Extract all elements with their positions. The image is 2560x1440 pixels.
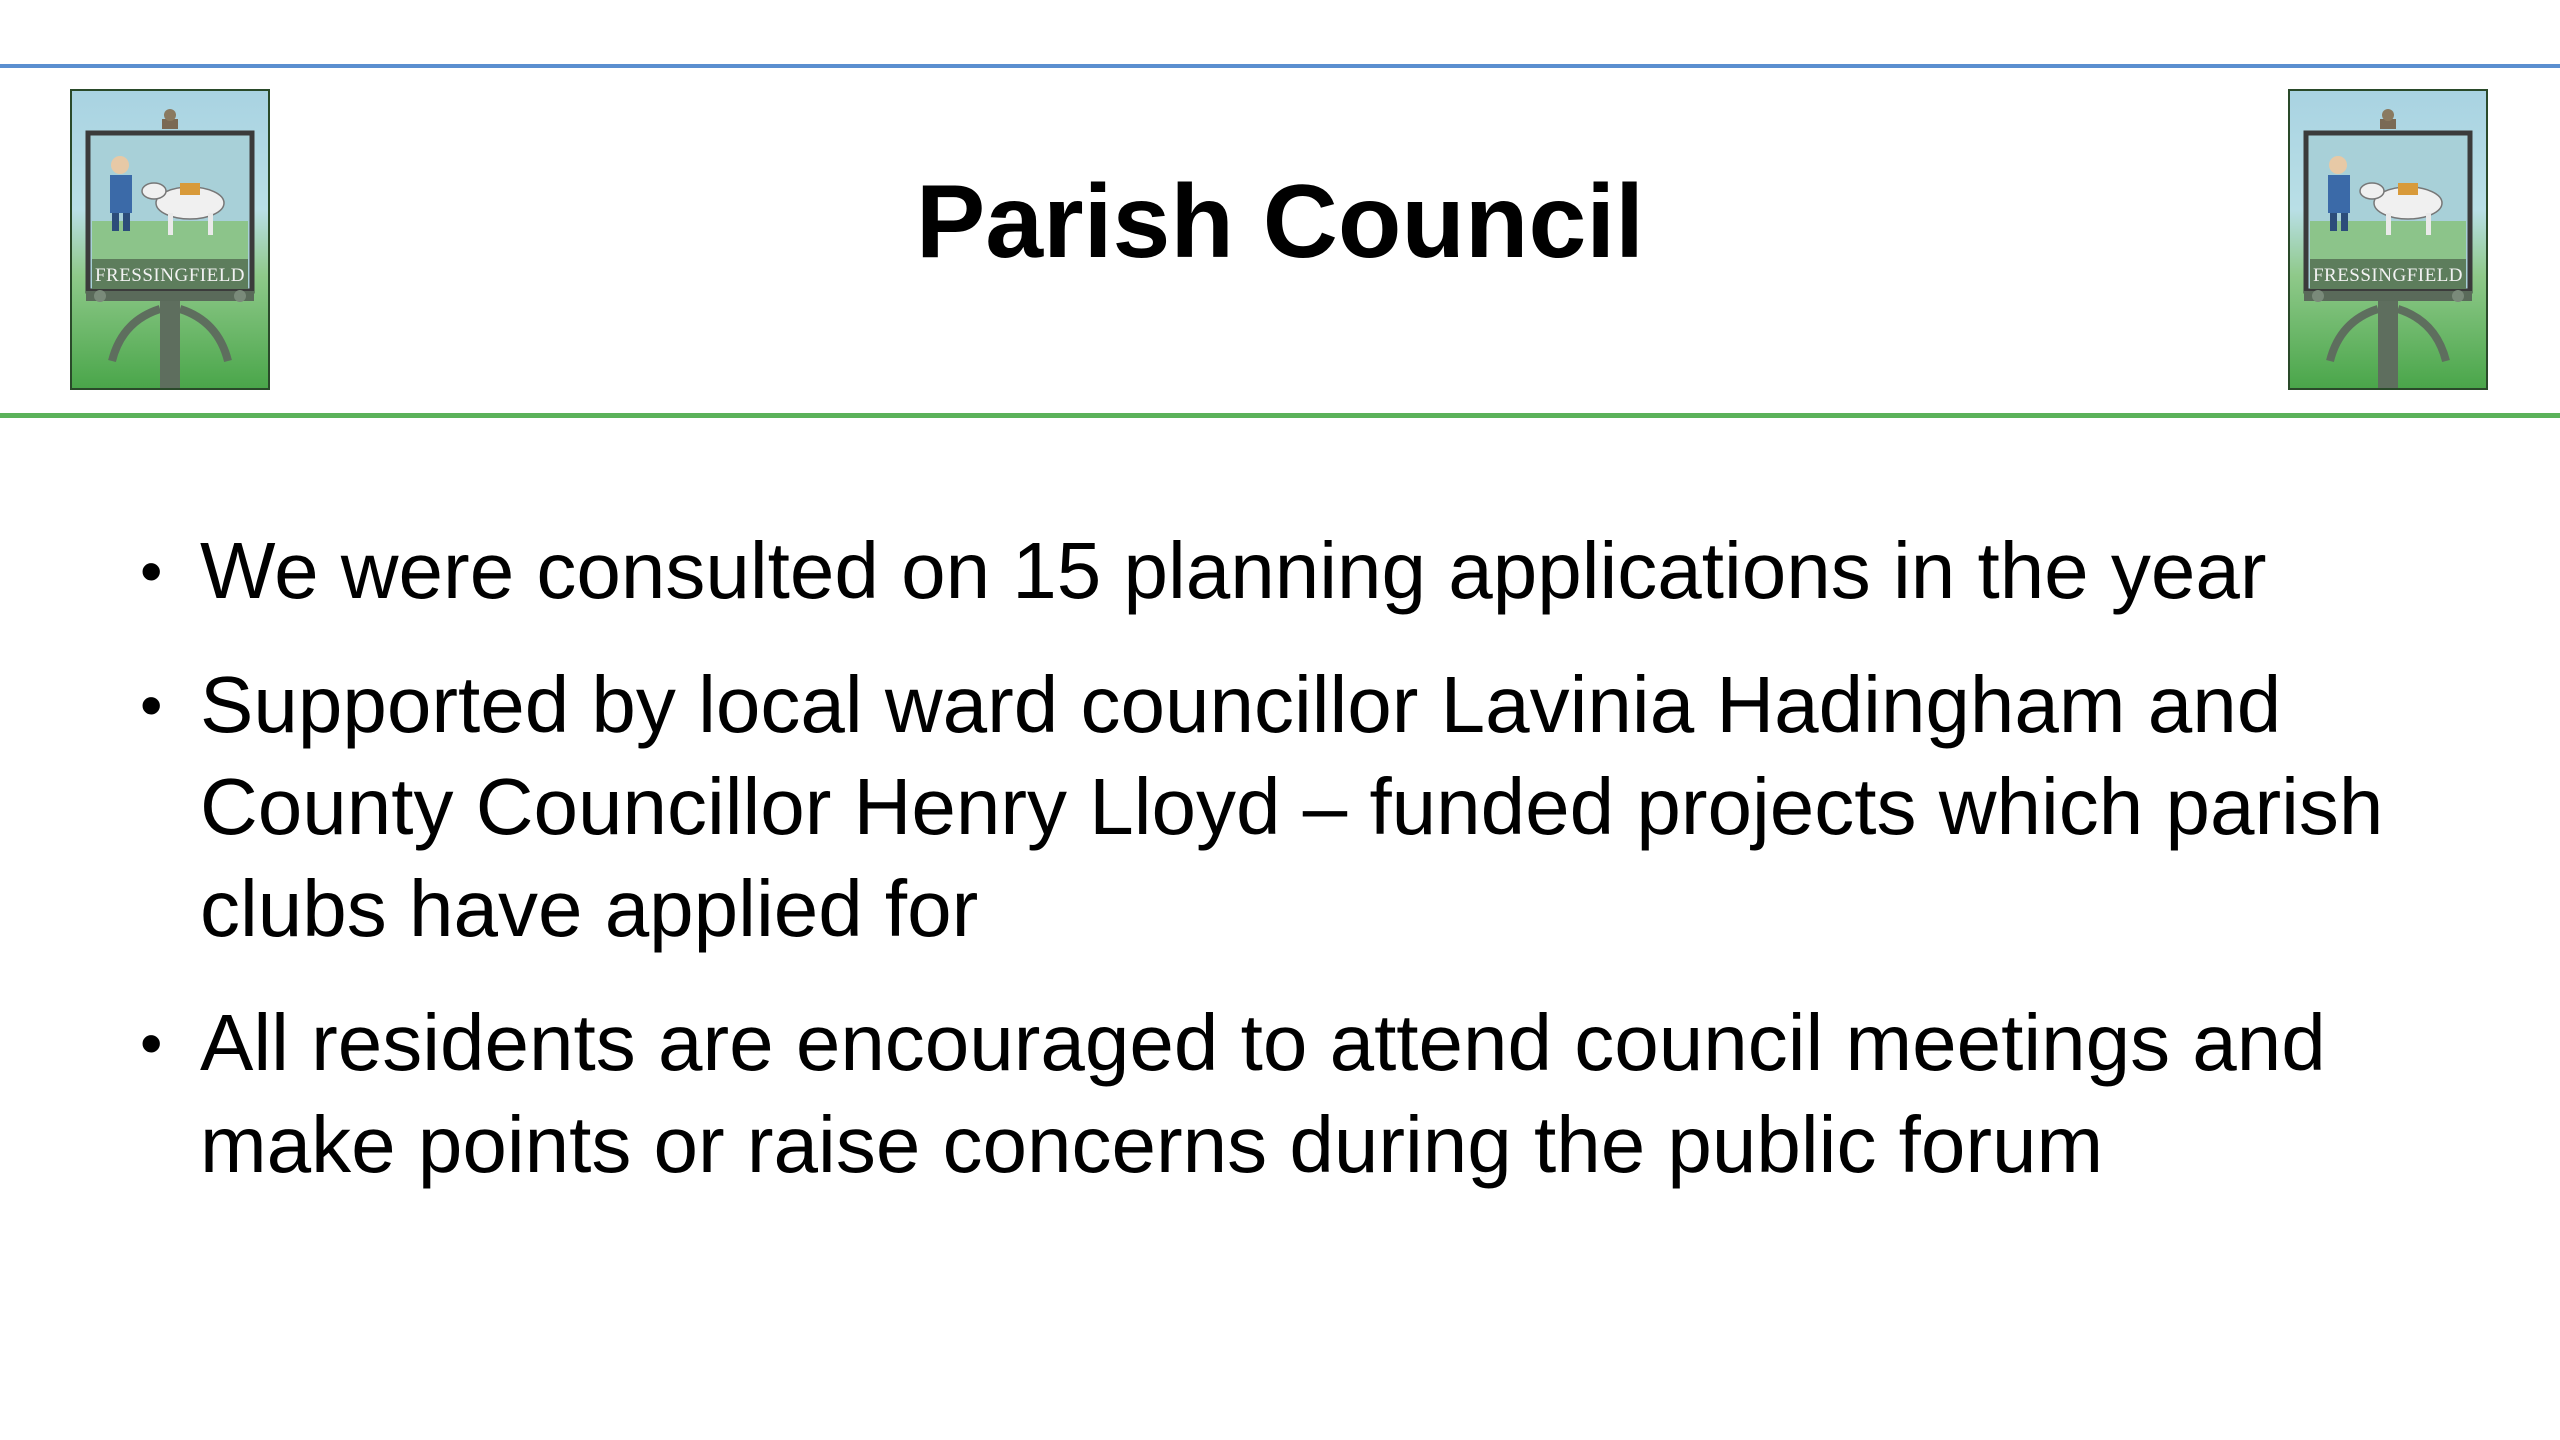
- bullet-icon: •: [140, 669, 163, 741]
- header-divider: [0, 413, 2560, 418]
- slide-title: Parish Council: [915, 164, 1645, 280]
- bullet-icon: •: [140, 1007, 163, 1079]
- bullet-item: [140, 520, 2480, 622]
- village-sign-icon: [2288, 89, 2488, 390]
- bullet-item: [140, 654, 2480, 960]
- bullet-text: We were consulted on 15 planning applications in the year: [200, 526, 2267, 615]
- bullet-list: [140, 520, 2480, 1228]
- bullet-text: Supported by local ward councillor Lavinia Hadingham and County Councillor Henry Lloyd – funded projects which parish clubs have applied for: [200, 660, 2384, 953]
- bullet-icon: •: [140, 535, 163, 607]
- sign-label: FRESSINGFIELD: [94, 265, 246, 286]
- sign-label: FRESSINGFIELD: [2312, 265, 2464, 286]
- top-divider: [0, 64, 2560, 68]
- bullet-text: All residents are encouraged to attend council meetings and make points or raise concerns during the public forum: [200, 998, 2326, 1189]
- bullet-item: [140, 992, 2480, 1196]
